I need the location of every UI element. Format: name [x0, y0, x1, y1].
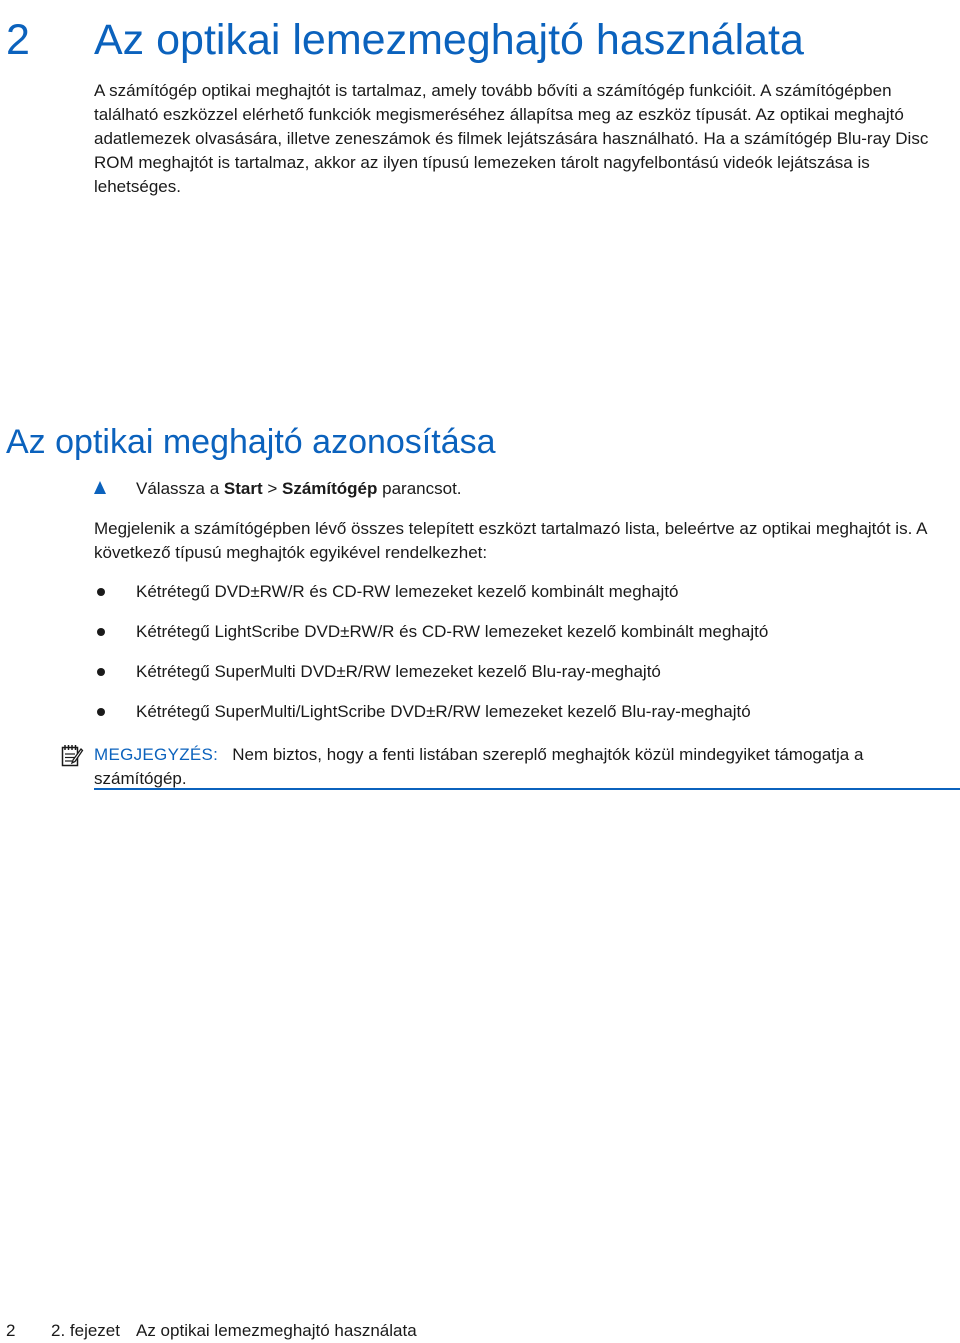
- chapter-title: Az optikai lemezmeghajtó használata: [94, 16, 804, 64]
- chapter-number: 2: [6, 16, 30, 64]
- note-text: Nem biztos, hogy a fenti listában szereplő meghajtók közül mindegyiket támogatja a számítógép.: [94, 745, 864, 788]
- note-divider: [94, 788, 960, 790]
- step-suffix: parancsot.: [377, 479, 462, 498]
- bullet-icon: [97, 668, 105, 676]
- list-item: [94, 660, 960, 684]
- menu-start: Start: [223, 479, 263, 498]
- page-number: 2: [6, 1321, 16, 1340]
- section-heading: Az optikai meghajtó azonosítása: [6, 423, 496, 461]
- bullet-icon: [97, 708, 105, 716]
- menu-computer: Számítógép: [282, 479, 378, 498]
- drive-type-text: Kétrétegű SuperMulti DVD±R/RW lemezeket kezelő Blu-ray-meghajtó: [136, 662, 661, 681]
- chapter-heading: [6, 14, 804, 66]
- list-item: [94, 580, 960, 604]
- footer-chapter-title: Az optikai lemezmeghajtó használata: [136, 1321, 417, 1340]
- step-triangle-icon: [94, 481, 106, 494]
- note-label: MEGJEGYZÉS:: [94, 745, 219, 764]
- drive-type-text: Kétrétegű LightScribe DVD±RW/R és CD-RW lemezeket kezelő kombinált meghajtó: [136, 622, 769, 641]
- page-footer: [6, 1319, 417, 1343]
- step-prefix: Válassza a: [136, 479, 224, 498]
- drive-type-list: [94, 580, 960, 740]
- intro-paragraph: A számítógép optikai meghajtót is tartalmaz, amely tovább bővíti a számítógép funkcióit. A számítógépben található eszközzel elérhető funkciók megismeréséhez állapítsa meg az eszköz típusát. Az optikai meghajtó adatlemezek olvasására, illetve zeneszámok és filmek lejátszására használható. Ha a számítógép Blu-ray Disc ROM meghajtót is tartalmaz, akkor az ilyen típusú lemezeken tárolt nagyfelbontású videók lejátszása is lehetséges.: [94, 81, 929, 196]
- bullet-icon: [97, 588, 105, 596]
- drive-type-text: Kétrétegű DVD±RW/R és CD-RW lemezeket kezelő kombinált meghajtó: [136, 582, 679, 601]
- note-box: [60, 740, 960, 790]
- menu-separator: >: [262, 479, 282, 498]
- drive-type-text: Kétrétegű SuperMulti/LightScribe DVD±R/RW lemezeket kezelő Blu-ray-meghajtó: [136, 702, 751, 721]
- bullet-icon: [97, 628, 105, 636]
- result-paragraph: Megjelenik a számítógépben lévő összes telepített eszközt tartalmazó lista, beleértve az optikai meghajtót is. A következő típusú meghajtók egyikével rendelkezhet:: [94, 519, 927, 562]
- note-pad-icon: [60, 743, 84, 767]
- list-item: [94, 700, 960, 724]
- list-item: [94, 620, 960, 644]
- footer-chapter-ref: 2. fejezet: [51, 1321, 120, 1340]
- step-text: [136, 477, 462, 501]
- note-body: [94, 743, 960, 791]
